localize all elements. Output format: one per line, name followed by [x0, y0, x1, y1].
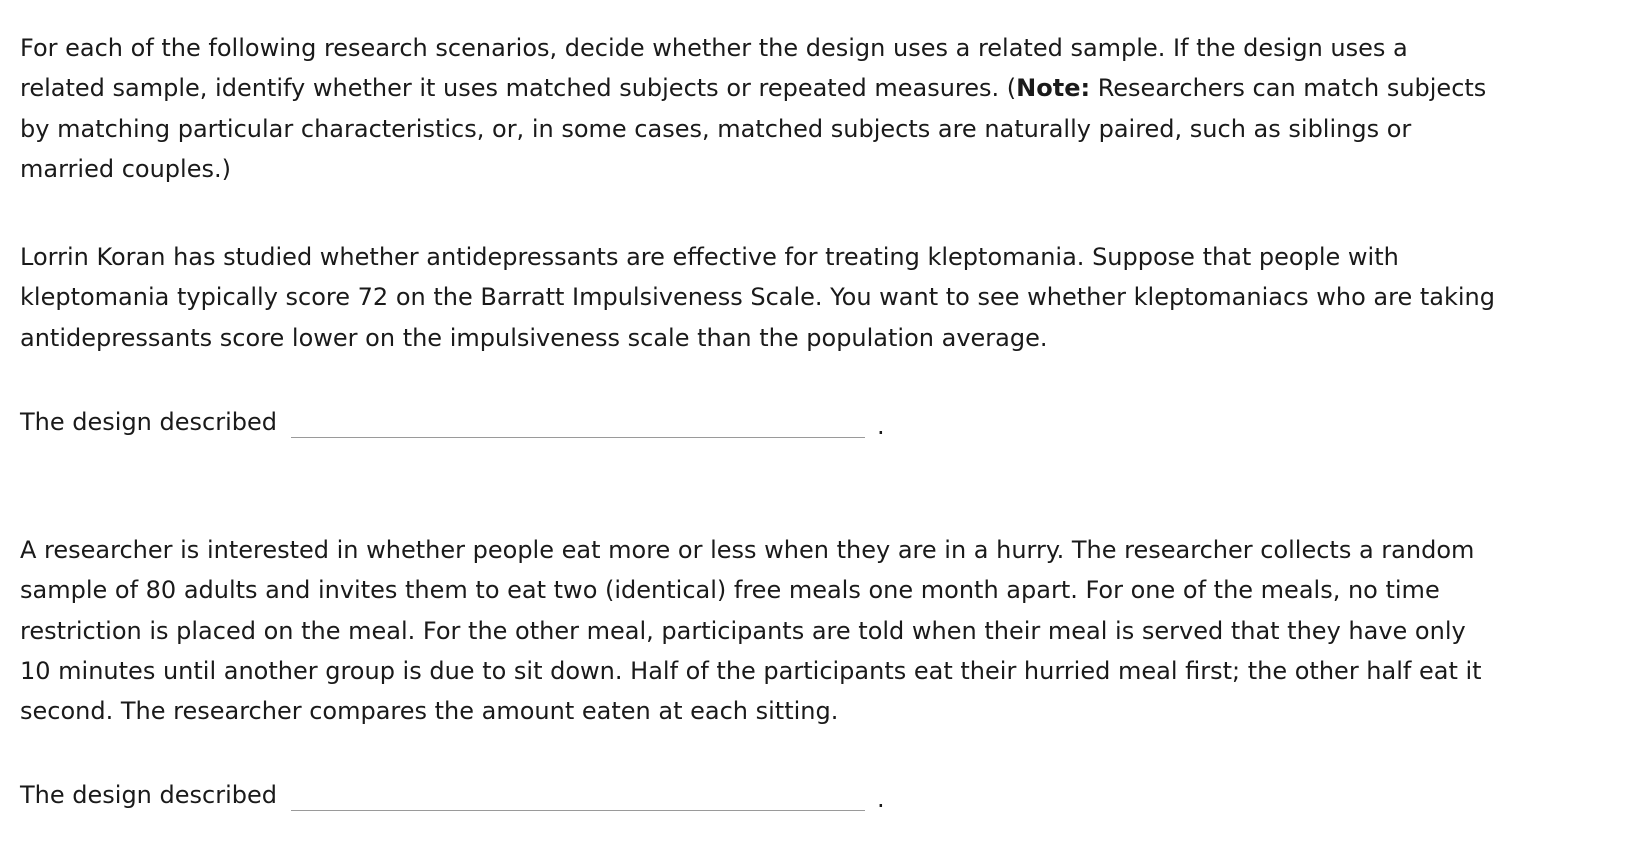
instructions-text: For each of the following research scenarios, decide whether the design uses a related sample. If the design uses a related sample, identify whether it uses matched subjects or repeated measures. (	[20, 34, 1408, 103]
instructions-paragraph	[20, 28, 1500, 189]
note-label: Note:	[1016, 74, 1091, 103]
scenario-2-text: A researcher is interested in whether people eat more or less when they are in a hurry. The researcher collects a random sample of 80 adults and invites them to eat two (identical) free meals one month apart. For one of the meals, no time restriction is placed on the meal. For the other meal, participants are told when their meal is served that they have only 10 minutes until another group is due to sit down. Half of the participants eat their hurried meal first; the other half eat it second. The researcher compares the amount eaten at each sitting.	[20, 536, 1482, 726]
scenario-2-answer-label: The design described	[20, 781, 277, 809]
scenario-2-answer-dropdown[interactable]	[291, 775, 865, 811]
scenario-1-answer-label: The design described	[20, 408, 277, 436]
scenario-1-answer-period: .	[877, 412, 885, 440]
scenario-1-answer-dropdown[interactable]	[291, 402, 865, 438]
note-text: Researchers can match subjects by matching particular characteristics, or, in some cases, matched subjects are naturally paired, such as siblings or married couples.)	[20, 74, 1487, 183]
scenario-1-text: Lorrin Koran has studied whether antidepressants are effective for treating kleptomania. Suppose that people with kleptomania typically score 72 on the Barratt Impulsiveness Scale. You want to see whether kleptomaniacs who are taking antidepressants score lower on the impulsiveness scale than the population average.	[20, 243, 1496, 352]
scenario-2-answer-period: .	[877, 785, 885, 813]
